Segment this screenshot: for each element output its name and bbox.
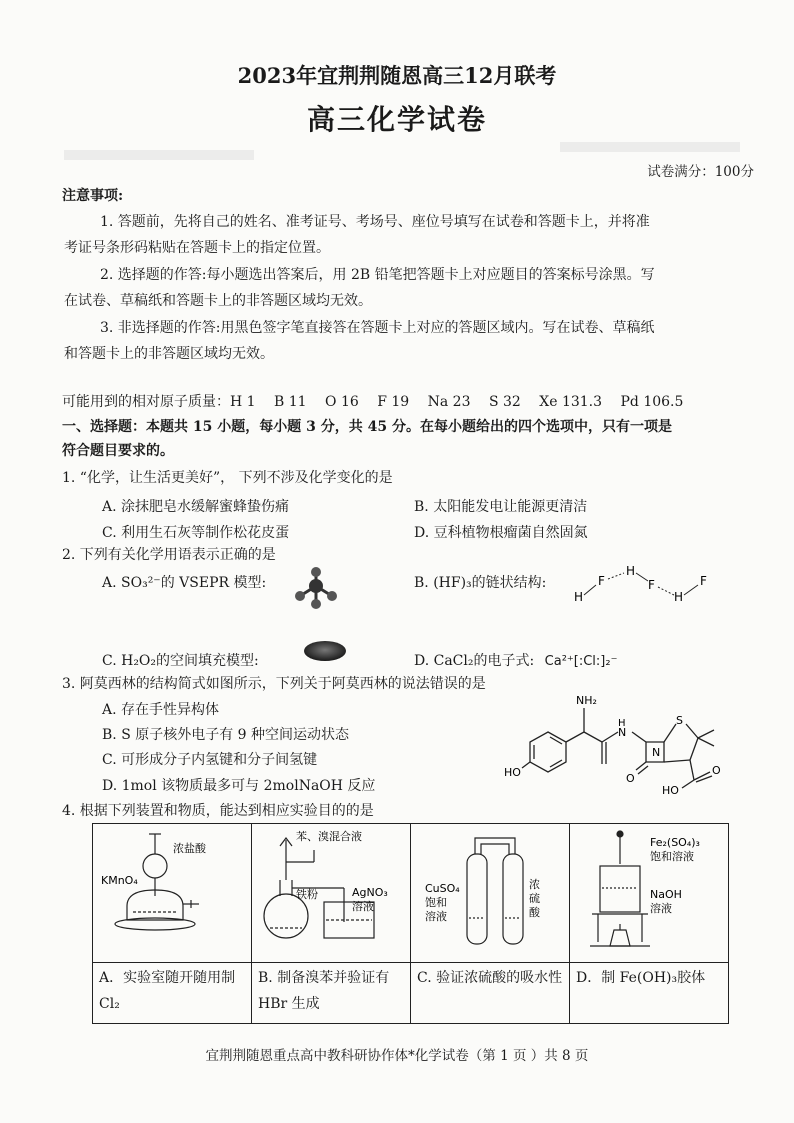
q2-option-c: C. H₂O₂的空间填充模型:: [102, 653, 259, 669]
hf-atom-h1: H: [574, 590, 584, 604]
apparatus-c-cell: [411, 824, 570, 963]
page-footer: 宜荆荆随恩重点高中教科研协作体*化学试卷（第 1 页 ）共 8 页: [205, 1048, 589, 1064]
fig-d-label-naoh-1: NaOH: [650, 888, 682, 901]
struct-ho-acid-text: HO: [662, 784, 679, 797]
hf-chain-structure: [570, 563, 720, 607]
struct-o-acid: O: [712, 764, 721, 777]
struct-o-lactam: O: [626, 772, 635, 785]
hf-atom-h2: H: [626, 564, 636, 578]
q2-option-d-text: D. CaCl₂的电子式:: [414, 653, 535, 669]
q1-option-b: B. 太阳能发电让能源更清洁: [414, 499, 588, 515]
q1-option-c: C. 利用生石灰等制作松花皮蛋: [102, 525, 290, 541]
hf-atom-f3: F: [700, 574, 707, 588]
note-2-line-2: 在试卷、草稿纸和答题卡上的非答题区域均无效。: [64, 293, 372, 309]
cacl2-electron-formula: Ca²⁺[:Cl:]₂⁻: [544, 654, 618, 669]
fig-c-label-cu-2: 饱和: [425, 896, 447, 909]
fig-c-label-cu-3: 溶液: [425, 910, 447, 923]
q2-stem: 2. 下列有关化学用语表示正确的是: [62, 547, 276, 563]
struct-s: S: [676, 714, 683, 727]
fig-c-label-acid-3: 酸: [529, 906, 540, 919]
apparatus-b-diagram: [252, 824, 410, 958]
q4-apparatus-table: [92, 823, 729, 1024]
fig-b-label-agno3-1: AgNO₃: [352, 886, 388, 899]
apparatus-c-diagram: [411, 824, 569, 958]
section-1-instructions-line-1: 一、选择题：本题共 15 小题，每小题 3 分，共 45 分。在每小题给出的四个选项中，只有一项是: [62, 419, 672, 435]
exam-subject-title: 高三化学试卷: [306, 103, 487, 136]
apparatus-b-cell: [252, 824, 411, 963]
q3-option-b: B. S 原子核外电子有 9 种空间运动状态: [102, 727, 350, 743]
exam-title: 2023年宜荆荆随恩高三12月联考: [237, 63, 557, 88]
notes-heading: 注意事项:: [62, 188, 124, 204]
q3-option-c: C. 可形成分子内氢键和分子间氢键: [102, 752, 318, 768]
fig-d-label-fe-2: 饱和溶液: [650, 850, 694, 863]
q2-option-a: A. SO₃²⁻的 VSEPR 模型:: [102, 575, 267, 591]
hf-atom-f2: F: [648, 578, 655, 592]
struct-n-ring: N: [652, 746, 661, 759]
hf-atom-f1: F: [598, 574, 605, 588]
fig-c-label-acid-1: 浓: [529, 878, 540, 891]
vsepr-model-image: [286, 566, 346, 612]
redacted-strip-right: [560, 142, 740, 152]
q4-caption-a: A．实验室随开随用制 Cl₂: [93, 963, 252, 1024]
q1-option-d: D. 豆科植物根瘤菌自然固氮: [414, 525, 588, 541]
apparatus-a-diagram: [93, 824, 251, 958]
q4-caption-d: D．制 Fe(OH)₃胶体: [570, 963, 729, 1024]
note-1-line-2: 考证号条形码粘贴在答题卡上的指定位置。: [64, 240, 330, 256]
apparatus-d-diagram: [570, 824, 728, 958]
fig-b-label-agno3-2: 溶液: [352, 900, 374, 913]
note-3-line-2: 和答题卡上的非答题区域均无效。: [64, 346, 274, 362]
note-3-line-1: 3. 非选择题的作答:用黑色签字笔直接答在答题卡上对应的答题区域内。写在试卷、草稿纸: [100, 320, 655, 336]
q1-option-a: A. 涂抹肥皂水缓解蜜蜂蛰伤痛: [102, 499, 290, 515]
apparatus-a-cell: [93, 824, 252, 963]
q2-option-d: [414, 650, 617, 670]
q4-caption-b: B. 制备溴苯并验证有 HBr 生成: [252, 963, 411, 1024]
struct-h: H: [618, 718, 626, 729]
fig-c-label-cu-1: CuSO₄: [425, 882, 460, 895]
section-1-instructions-line-2: 符合题目要求的。: [62, 443, 174, 459]
fig-d-label-naoh-2: 溶液: [650, 902, 672, 915]
struct-nh2: NH₂: [576, 694, 597, 707]
q4-stem: 4. 根据下列装置和物质，能达到相应实验目的的是: [62, 803, 374, 819]
q3-option-a: A. 存在手性异构体: [102, 702, 220, 718]
amoxicillin-structure: [500, 690, 736, 800]
fig-c-label-acid-2: 硫: [529, 892, 540, 905]
q2-option-b: B. (HF)₃的链状结构:: [414, 575, 547, 591]
fig-b-label-mix: 苯、溴混合液: [296, 830, 362, 843]
apparatus-d-cell: [570, 824, 729, 963]
struct-n-amide: N: [618, 726, 627, 739]
atomic-masses: 可能用到的相对原子质量：H 1 B 11 O 16 F 19 Na 23 S 32 Xe 131.3 Pd 106.5: [62, 394, 684, 410]
q3-stem: 3. 阿莫西林的结构简式如图所示，下列关于阿莫西林的说法错误的是: [62, 676, 486, 692]
struct-ho: HO: [504, 766, 521, 779]
note-1-line-1: 1. 答题前，先将自己的姓名、准考证号、考场号、座位号填写在试卷和答题卡上，并将准: [100, 214, 650, 230]
q4-caption-c: C. 验证浓硫酸的吸水性: [411, 963, 570, 1024]
fig-d-label-fe-1: Fe₂(SO₄)₃: [650, 836, 700, 849]
full-score-label: 试卷满分：100分: [647, 164, 754, 180]
fig-a-label-acid: 浓盐酸: [173, 842, 206, 855]
h2o2-space-filling-model: [302, 638, 348, 664]
fig-a-label-reagent: KMnO₄: [101, 874, 138, 887]
q3-option-d: D. 1mol 该物质最多可与 2molNaOH 反应: [102, 778, 376, 794]
redacted-strip-left: [64, 150, 254, 160]
q1-stem: 1. “化学，让生活更美好”， 下列不涉及化学变化的是: [62, 470, 393, 486]
struct-ho-acid: [662, 784, 679, 797]
note-2-line-1: 2. 选择题的作答:每小题选出答案后，用 2B 铅笔把答题卡上对应题目的答案标号涂黑。写: [100, 267, 655, 283]
hf-atom-h3: H: [674, 590, 684, 604]
fig-b-label-iron: 铁粉: [296, 888, 318, 901]
